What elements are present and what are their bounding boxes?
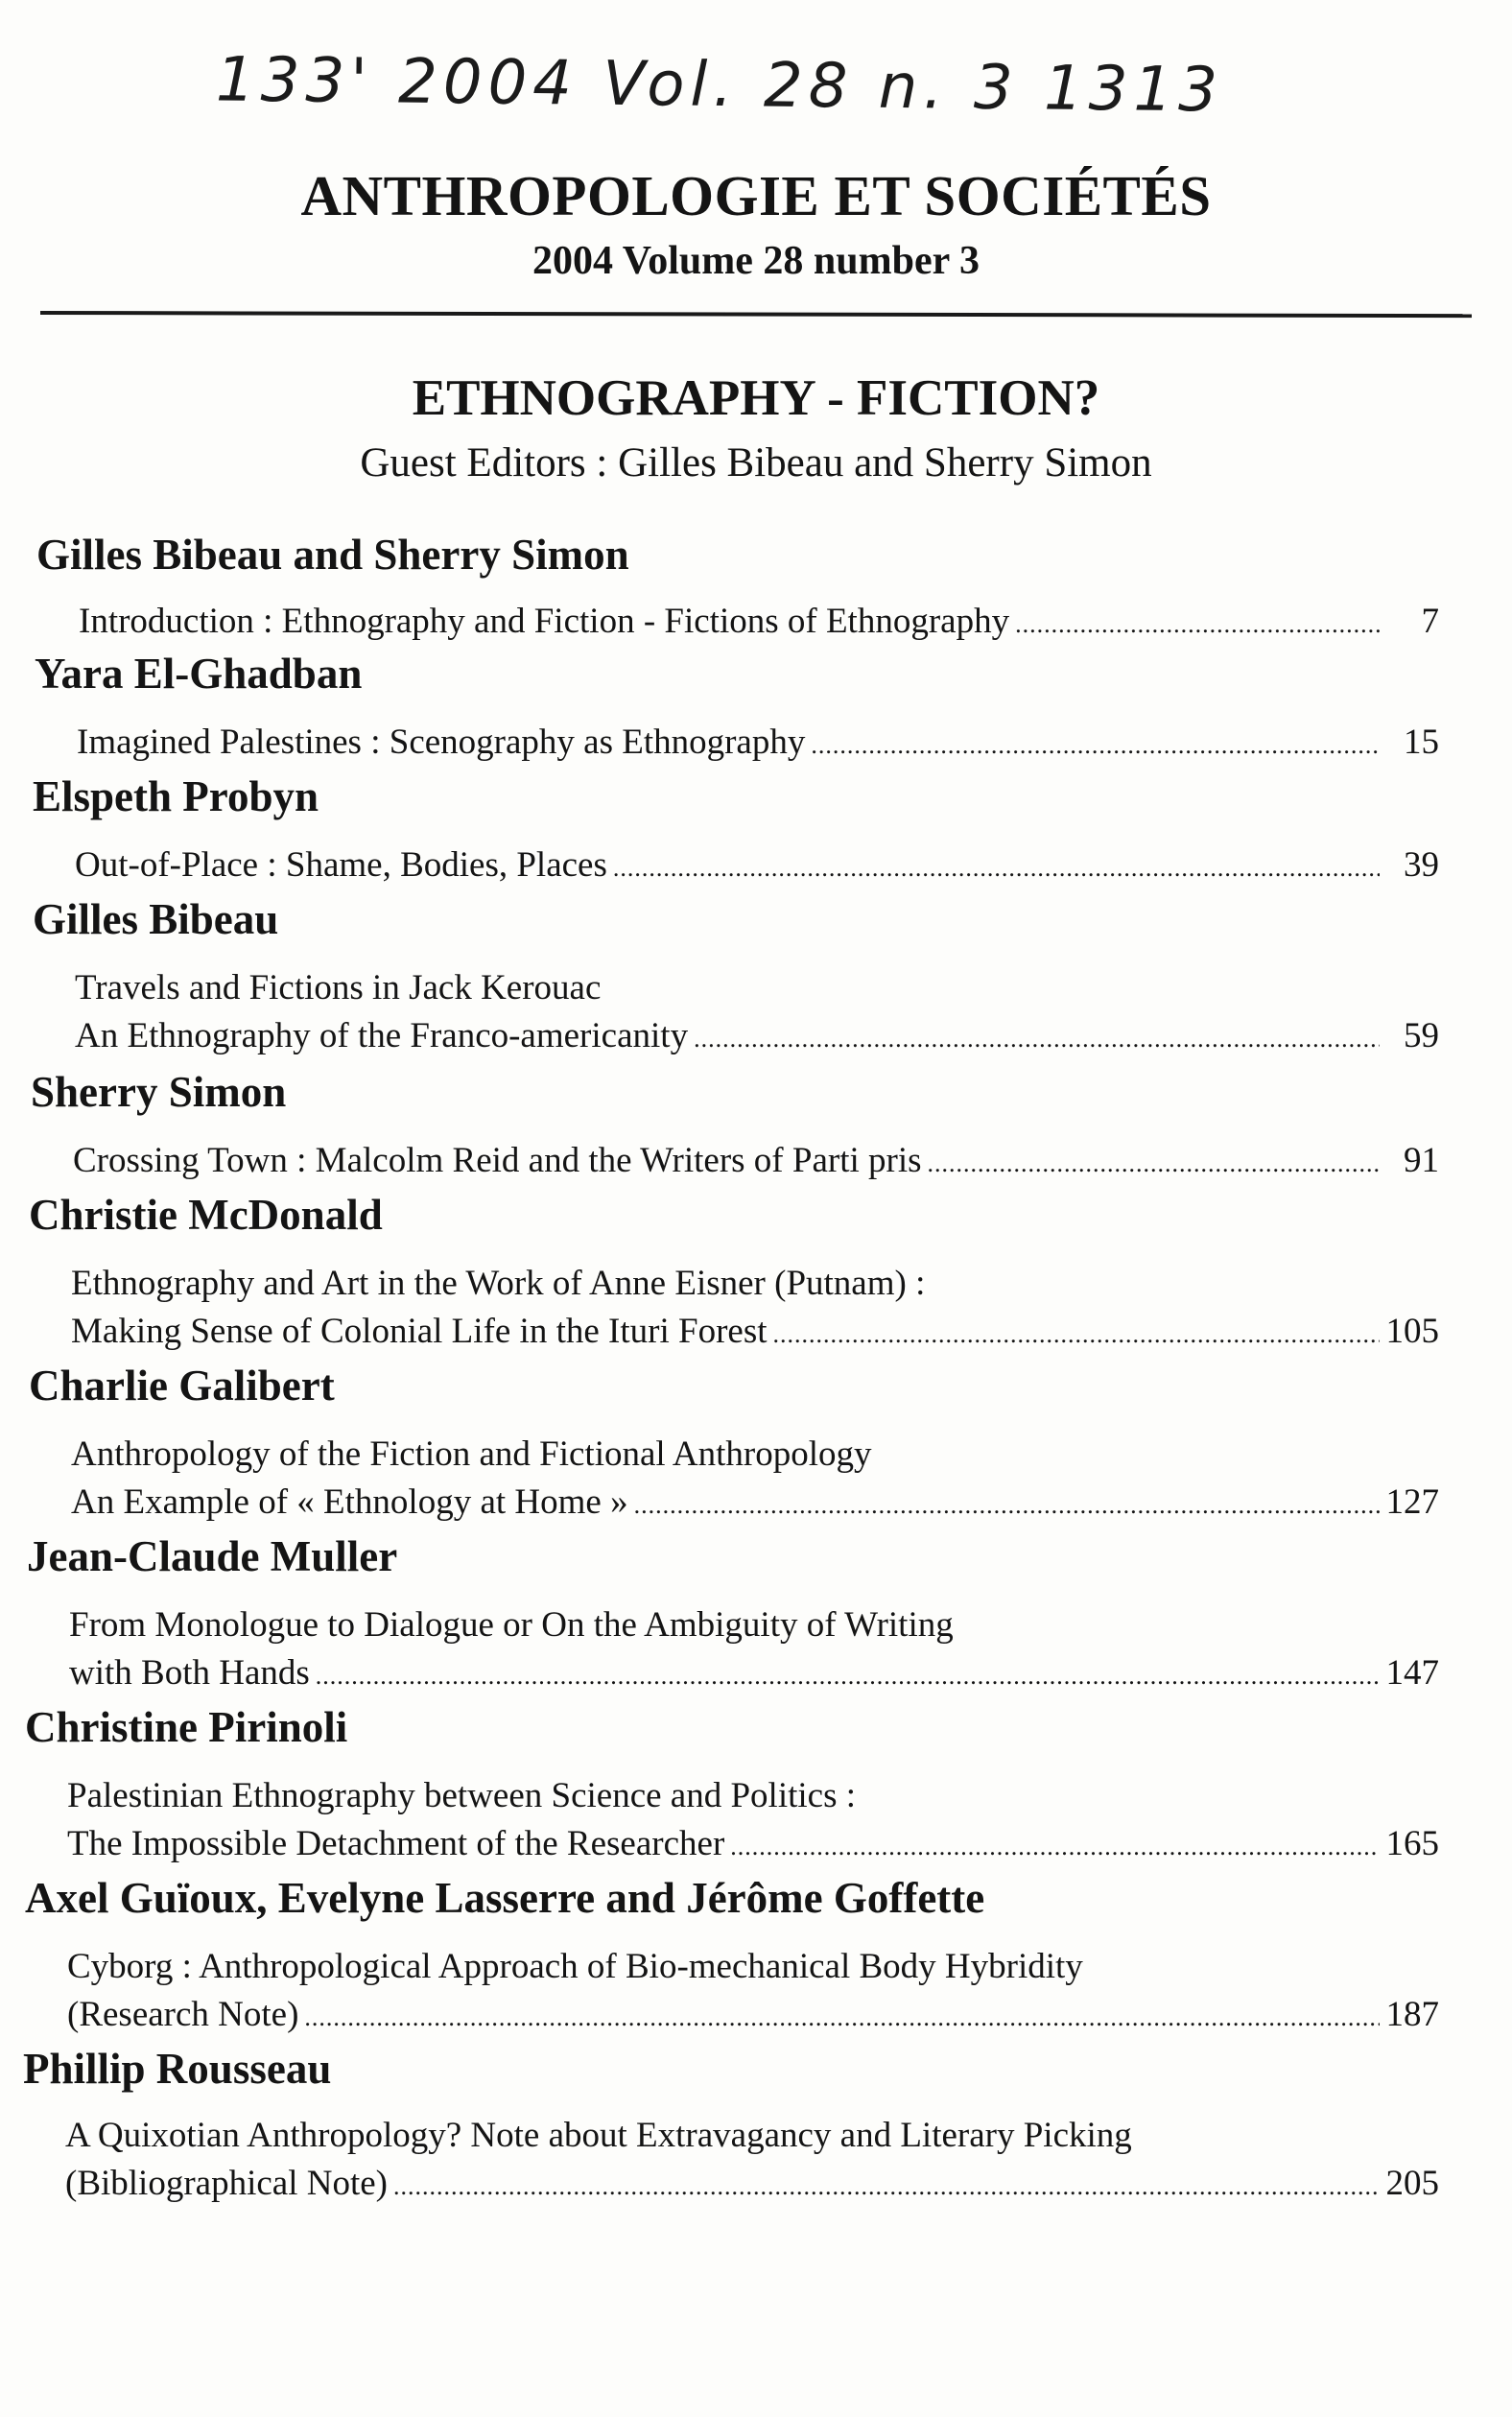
entry-author: Yara El-Ghadban [35,650,363,698]
entry-title-line [65,2163,1439,2204]
entry-title-text: An Example of « Ethnology at Home » [71,1482,628,1522]
entry-author: Gilles Bibeau [33,895,279,943]
entry-page-number: 91 [1404,1141,1439,1180]
entry-title-text: An Ethnography of the Franco-americanity [75,1016,689,1055]
entry-page-number: 165 [1385,1824,1439,1863]
entry-title-text: The Impossible Detachment of the Researcher [67,1824,725,1863]
entry-page-number: 127 [1385,1482,1439,1522]
entry-title-line [73,1140,1439,1181]
entry-title-text: Crossing Town : Malcolm Reid and the Writers of Parti pris [73,1141,922,1180]
entry-page-number: 39 [1404,845,1439,885]
header-divider [40,311,1472,318]
entry-author: Sherry Simon [31,1068,287,1116]
entry-title-line: Palestinian Ethnography between Science and Politics : [67,1776,857,1815]
entry-title-line: Anthropology of the Fiction and Fictional Anthropology [71,1434,872,1474]
entry-page-number: 147 [1385,1653,1439,1693]
entry-title-line [71,1481,1439,1523]
entry-title-text: Making Sense of Colonial Life in the Ituri Forest [71,1312,768,1351]
entry-title-line [75,1015,1439,1056]
entry-title-line: Travels and Fictions in Jack Kerouac [75,968,602,1007]
entry-author: Christine Pirinoli [25,1703,348,1751]
entry-author: Phillip Rousseau [23,2045,332,2093]
entry-title-line: From Monologue to Dialogue or On the Ambiguity of Writing [69,1605,954,1645]
entry-title-line [69,1652,1439,1694]
entry-title-line: Ethnography and Art in the Work of Anne Eisner (Putnam) : [71,1264,926,1303]
handwritten-call-number: 133' 2004 Vol. 28 n. 3 1313 [215,44,1224,127]
dot-leader [316,1664,1380,1689]
entry-page-number: 105 [1385,1312,1439,1351]
entry-title-line [75,844,1439,886]
entry-author: Elspeth Probyn [33,772,319,820]
entry-page-number: 205 [1385,2164,1439,2203]
dot-leader [1015,612,1380,637]
theme-title: ETHNOGRAPHY - FICTION? [412,370,1100,426]
dot-leader [773,1322,1381,1347]
journal-title: ANTHROPOLOGIE ET SOCIÉTÉS [300,164,1212,227]
dot-leader [694,1027,1380,1052]
entry-title-text: Introduction : Ethnography and Fiction - Fictions of Ethnography [79,602,1010,641]
entry-title-text: (Research Note) [67,1995,299,2034]
entry-author: Jean-Claude Muller [27,1532,398,1580]
entry-page-number: 15 [1404,723,1439,762]
dot-leader [613,856,1380,881]
entry-title-text: Imagined Palestines : Scenography as Ethnography [77,723,806,762]
dot-leader [393,2174,1380,2199]
entry-title-line [77,722,1439,763]
entry-title-line [79,601,1439,642]
dot-leader [928,1151,1380,1176]
journal-issue: 2004 Volume 28 number 3 [532,239,980,283]
entry-page-number: 187 [1385,1995,1439,2034]
dot-leader [811,733,1380,758]
dot-leader [304,2005,1380,2030]
entry-author: Charlie Galibert [29,1362,335,1410]
dot-leader [730,1835,1380,1860]
entry-title-line [71,1311,1439,1352]
entry-title-line: A Quixotian Anthropology? Note about Extravagancy and Literary Picking [65,2116,1132,2155]
entry-title-line [67,1994,1439,2035]
entry-title-text: with Both Hands [69,1653,310,1693]
entry-page-number: 59 [1404,1016,1439,1055]
entry-title-text: (Bibliographical Note) [65,2164,388,2203]
entry-author: Axel Guïoux, Evelyne Lasserre and Jérôme Goffette [25,1874,985,1922]
entry-page-number: 7 [1421,602,1439,641]
entry-title-line [67,1823,1439,1864]
entry-author: Gilles Bibeau and Sherry Simon [36,531,629,579]
guest-editors: Guest Editors : Gilles Bibeau and Sherry Simon [360,440,1152,486]
dot-leader [634,1493,1380,1518]
entry-author: Christie McDonald [29,1191,383,1239]
entry-title-text: Out-of-Place : Shame, Bodies, Places [75,845,607,885]
entry-title-line: Cyborg : Anthropological Approach of Bio-mechanical Body Hybridity [67,1947,1083,1986]
